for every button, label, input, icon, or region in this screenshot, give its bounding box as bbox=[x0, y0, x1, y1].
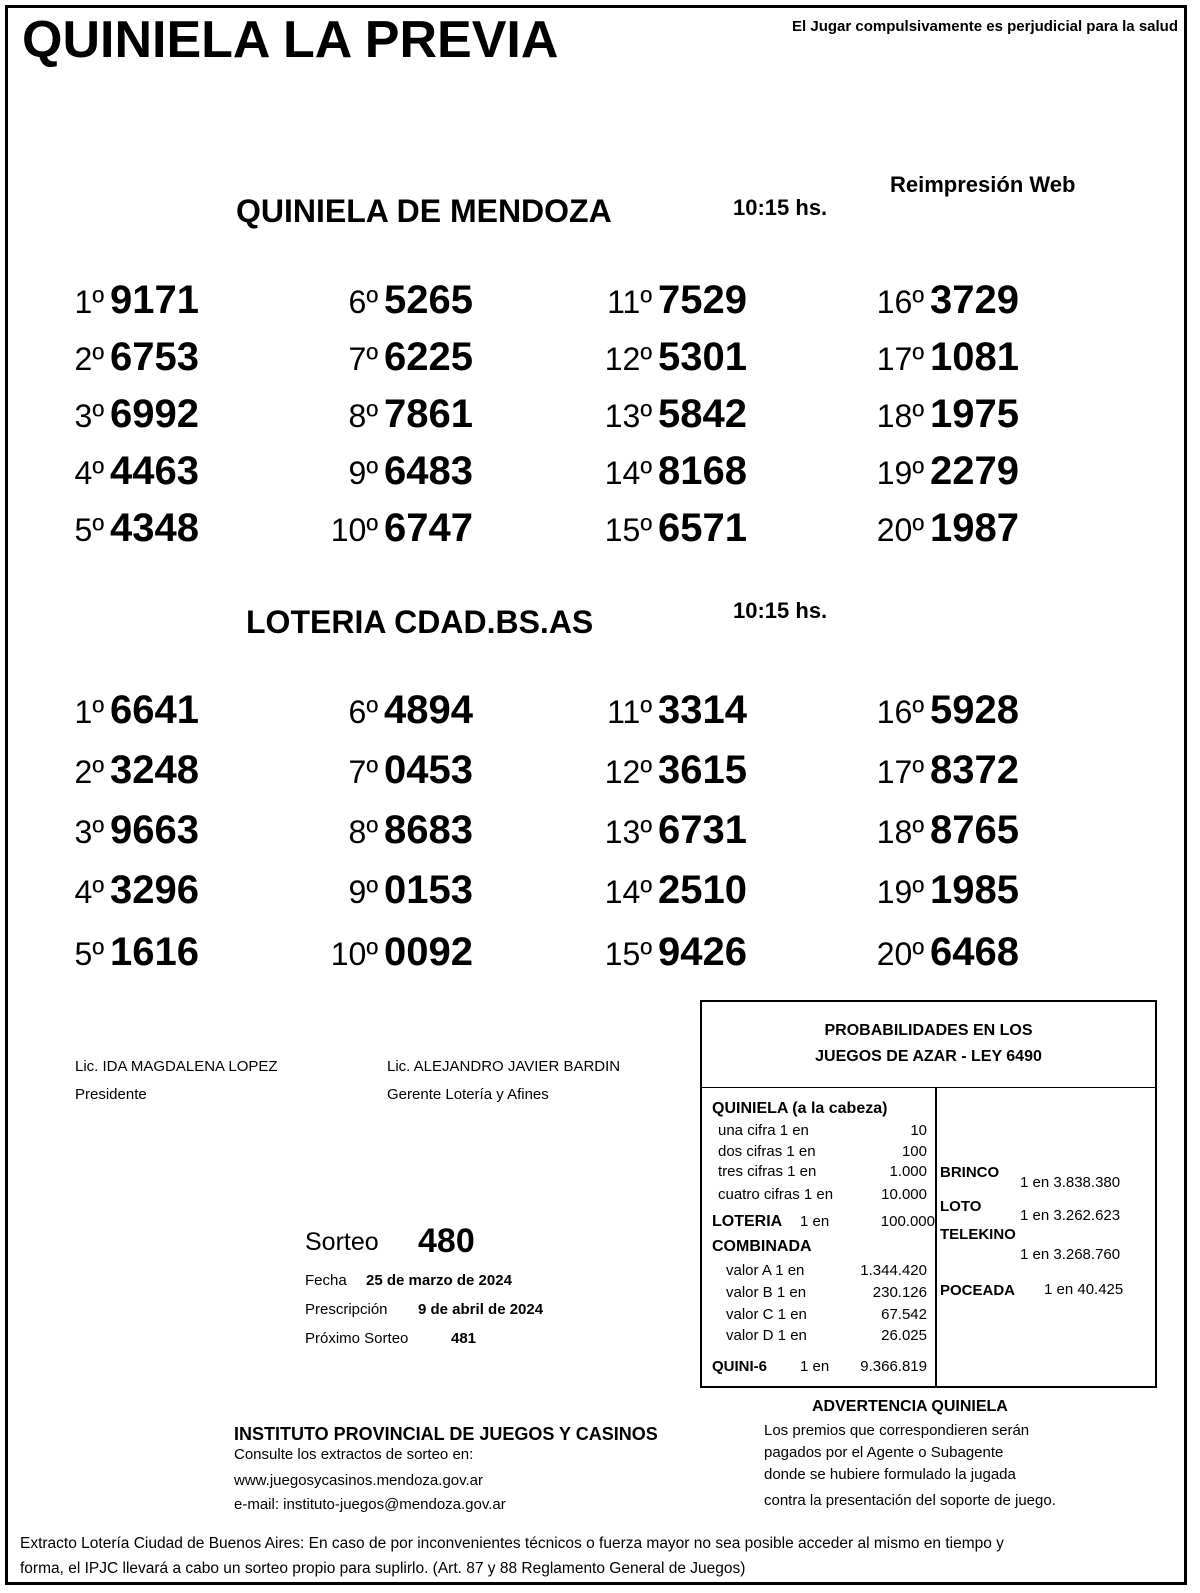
result-entry bbox=[862, 278, 1019, 323]
result-entry bbox=[862, 688, 1019, 733]
result-number: 5842 bbox=[658, 392, 747, 436]
result-number: 0453 bbox=[384, 748, 473, 792]
result-entry bbox=[590, 506, 747, 551]
prob-row-value: 10 bbox=[910, 1122, 927, 1139]
result-number: 3296 bbox=[110, 868, 199, 912]
result-number: 1975 bbox=[930, 392, 1019, 436]
result-position: 5º bbox=[74, 512, 104, 548]
loteria-prob-value: 100.000 bbox=[880, 1213, 935, 1230]
result-entry bbox=[862, 335, 1019, 380]
result-entry bbox=[590, 278, 747, 323]
result-number: 6753 bbox=[110, 335, 199, 379]
result-entry bbox=[320, 930, 473, 975]
result-number: 6992 bbox=[110, 392, 199, 436]
result-entry bbox=[320, 392, 473, 437]
result-position: 3º bbox=[74, 814, 104, 850]
prob-row-label: tres cifras 1 en bbox=[718, 1163, 817, 1180]
result-position: 12º bbox=[604, 341, 652, 377]
health-warning: El Jugar compulsivamente es perjudicial para la salud bbox=[792, 18, 1178, 35]
poceada-prob-value: 1 en 40.425 bbox=[1044, 1281, 1124, 1298]
prob-row-value: 1.344.420 bbox=[860, 1262, 927, 1279]
result-number: 7861 bbox=[384, 392, 473, 436]
result-position: 11º bbox=[607, 284, 652, 320]
result-entry bbox=[590, 930, 747, 975]
prob-row-label: dos cifras 1 en bbox=[718, 1143, 816, 1160]
proximo-label: Próximo Sorteo bbox=[305, 1330, 409, 1347]
prob-row-label: cuatro cifras 1 en bbox=[718, 1186, 834, 1203]
loto-prob-label: LOTO bbox=[940, 1198, 982, 1215]
result-entry bbox=[590, 449, 747, 494]
result-entry bbox=[320, 868, 473, 913]
result-position: 20º bbox=[876, 512, 924, 548]
result-position: 18º bbox=[876, 398, 924, 434]
result-position: 19º bbox=[876, 455, 924, 491]
result-position: 18º bbox=[876, 814, 924, 850]
result-position: 12º bbox=[604, 754, 652, 790]
quini6-prob-label: QUINI-6 bbox=[712, 1358, 768, 1375]
result-entry bbox=[590, 688, 747, 733]
result-entry bbox=[60, 392, 199, 437]
result-entry bbox=[862, 930, 1019, 975]
result-position: 9º bbox=[348, 455, 378, 491]
telekino-prob-label: TELEKINO bbox=[940, 1226, 1016, 1243]
result-entry bbox=[320, 506, 473, 551]
section-title-buenos-aires: LOTERIA CDAD.BS.AS bbox=[246, 604, 594, 640]
brinco-prob-value: 1 en 3.838.380 bbox=[1020, 1174, 1121, 1191]
result-entry bbox=[862, 868, 1019, 913]
result-position: 17º bbox=[876, 341, 924, 377]
result-position: 5º bbox=[74, 936, 104, 972]
instituto-consult-text: Consulte los extractos de sorteo en: bbox=[234, 1446, 474, 1463]
brinco-prob-label: BRINCO bbox=[940, 1164, 1000, 1181]
result-entry bbox=[60, 449, 199, 494]
result-number: 6571 bbox=[658, 506, 747, 550]
result-position: 13º bbox=[604, 814, 652, 850]
result-entry bbox=[862, 506, 1019, 551]
prob-row-label: valor C 1 en bbox=[726, 1306, 807, 1323]
result-entry bbox=[862, 748, 1019, 793]
result-number: 8765 bbox=[930, 808, 1019, 852]
result-entry bbox=[60, 278, 199, 323]
prob-row-value: 67.542 bbox=[881, 1306, 927, 1323]
result-position: 1º bbox=[74, 284, 104, 320]
signatory-role: Presidente bbox=[75, 1086, 147, 1103]
footer-note-line1: Extracto Lotería Ciudad de Buenos Aires: En caso de por inconvenientes técnicos o fuerza mayor no sea posible acceder al mismo en tiempo y bbox=[20, 1535, 1004, 1552]
fecha-value: 25 de marzo de 2024 bbox=[366, 1272, 512, 1289]
advertencia-line: contra la presentación del soporte de juego. bbox=[764, 1492, 1056, 1509]
result-number: 0153 bbox=[384, 868, 473, 912]
result-position: 8º bbox=[348, 398, 378, 434]
probabilities-header bbox=[702, 1002, 1155, 1088]
result-number: 5301 bbox=[658, 335, 747, 379]
prescripcion-label: Prescripción bbox=[305, 1301, 388, 1318]
result-number: 9426 bbox=[658, 930, 747, 974]
result-entry bbox=[590, 808, 747, 853]
signatory-role: Gerente Lotería y Afines bbox=[387, 1086, 549, 1103]
result-position: 2º bbox=[74, 341, 104, 377]
result-number: 9171 bbox=[110, 278, 199, 322]
result-position: 13º bbox=[604, 398, 652, 434]
probabilities-left-column bbox=[702, 1088, 937, 1386]
result-entry bbox=[60, 506, 199, 551]
result-entry bbox=[320, 688, 473, 733]
result-entry bbox=[590, 868, 747, 913]
result-number: 1985 bbox=[930, 868, 1019, 912]
result-entry bbox=[60, 808, 199, 853]
result-number: 5265 bbox=[384, 278, 473, 322]
result-entry bbox=[60, 335, 199, 380]
result-position: 8º bbox=[348, 814, 378, 850]
loteria-prob-text: 1 en bbox=[800, 1213, 830, 1230]
result-entry bbox=[862, 808, 1019, 853]
result-number: 2279 bbox=[930, 449, 1019, 493]
result-entry bbox=[590, 748, 747, 793]
result-entry bbox=[60, 930, 199, 975]
result-number: 6747 bbox=[384, 506, 473, 550]
signatory-name: Lic. ALEJANDRO JAVIER BARDIN bbox=[387, 1058, 621, 1075]
result-position: 11º bbox=[607, 694, 652, 730]
advertencia-line: pagados por el Agente o Subagente bbox=[764, 1444, 1004, 1461]
result-position: 19º bbox=[876, 874, 924, 910]
result-entry bbox=[320, 278, 473, 323]
result-position: 14º bbox=[604, 455, 652, 491]
result-number: 3729 bbox=[930, 278, 1019, 322]
prob-row-label: valor B 1 en bbox=[726, 1284, 807, 1301]
quini6-prob-value: 9.366.819 bbox=[860, 1358, 927, 1375]
result-number: 0092 bbox=[384, 930, 473, 974]
loto-prob-value: 1 en 3.262.623 bbox=[1020, 1207, 1121, 1224]
result-position: 4º bbox=[74, 455, 104, 491]
telekino-prob-value: 1 en 3.268.760 bbox=[1020, 1246, 1121, 1263]
prob-row-label: valor A 1 en bbox=[726, 1262, 805, 1279]
instituto-website: www.juegosycasinos.mendoza.gov.ar bbox=[234, 1472, 484, 1489]
poceada-prob-label: POCEADA bbox=[940, 1282, 1016, 1299]
result-position: 10º bbox=[330, 512, 378, 548]
probabilities-box bbox=[700, 1000, 1157, 1388]
combinada-prob-label: COMBINADA bbox=[712, 1238, 812, 1255]
result-entry bbox=[60, 868, 199, 913]
result-number: 8372 bbox=[930, 748, 1019, 792]
result-number: 2510 bbox=[658, 868, 747, 912]
result-number: 1081 bbox=[930, 335, 1019, 379]
result-position: 16º bbox=[876, 694, 924, 730]
result-position: 14º bbox=[604, 874, 652, 910]
result-number: 6731 bbox=[658, 808, 747, 852]
result-number: 1616 bbox=[110, 930, 199, 974]
prob-row-value: 100 bbox=[901, 1143, 927, 1160]
draw-time-buenos-aires: 10:15 hs. bbox=[733, 598, 828, 623]
result-number: 6225 bbox=[384, 335, 473, 379]
prob-row-label: valor D 1 en bbox=[726, 1327, 807, 1344]
result-number: 6483 bbox=[384, 449, 473, 493]
result-position: 9º bbox=[348, 874, 378, 910]
result-number: 3615 bbox=[658, 748, 747, 792]
result-number: 7529 bbox=[658, 278, 747, 322]
page-title: QUINIELA LA PREVIA bbox=[22, 11, 559, 69]
result-number: 3314 bbox=[658, 688, 747, 732]
result-number: 4894 bbox=[384, 688, 473, 732]
result-position: 6º bbox=[348, 284, 378, 320]
prob-row-value: 26.025 bbox=[881, 1327, 927, 1344]
advertencia-title: ADVERTENCIA QUINIELA bbox=[812, 1398, 1008, 1415]
result-position: 3º bbox=[74, 398, 104, 434]
footer-note-line2: forma, el IPJC llevará a cabo un sorteo propio para suplirlo. (Art. 87 y 88 Reglamento General de Juegos) bbox=[20, 1560, 746, 1577]
result-number: 9663 bbox=[110, 808, 199, 852]
result-entry bbox=[590, 392, 747, 437]
result-entry bbox=[320, 748, 473, 793]
result-position: 6º bbox=[348, 694, 378, 730]
result-position: 17º bbox=[876, 754, 924, 790]
quini6-prob-text: 1 en bbox=[800, 1358, 830, 1375]
result-entry bbox=[320, 808, 473, 853]
sorteo-label: Sorteo bbox=[305, 1228, 379, 1256]
prob-row-value: 10.000 bbox=[881, 1186, 927, 1203]
result-position: 15º bbox=[604, 512, 652, 548]
instituto-name: INSTITUTO PROVINCIAL DE JUEGOS Y CASINOS bbox=[234, 1424, 658, 1444]
prob-row-value: 1.000 bbox=[889, 1163, 927, 1180]
signatory-name: Lic. IDA MAGDALENA LOPEZ bbox=[75, 1058, 278, 1075]
result-number: 6641 bbox=[110, 688, 199, 732]
instituto-email: e-mail: instituto-juegos@mendoza.gov.ar bbox=[234, 1496, 506, 1513]
prob-row-label: una cifra 1 en bbox=[718, 1122, 809, 1139]
section-title-mendoza: QUINIELA DE MENDOZA bbox=[236, 193, 612, 229]
advertencia-line: Los premios que correspondieren serán bbox=[764, 1422, 1030, 1439]
result-entry bbox=[590, 335, 747, 380]
reprint-label: Reimpresión Web bbox=[890, 172, 1076, 197]
draw-time-mendoza: 10:15 hs. bbox=[733, 195, 828, 220]
advertencia-line: donde se hubiere formulado la jugada bbox=[764, 1466, 1016, 1483]
probabilities-title-line2: JUEGOS DE AZAR - LEY 6490 bbox=[815, 1048, 1042, 1065]
result-position: 15º bbox=[604, 936, 652, 972]
probabilities-title-line1: PROBABILIDADES EN LOS bbox=[824, 1022, 1033, 1039]
prescripcion-value: 9 de abril de 2024 bbox=[418, 1301, 544, 1318]
result-number: 3248 bbox=[110, 748, 199, 792]
sorteo-number: 480 bbox=[418, 1222, 475, 1260]
prob-row-value: 230.126 bbox=[872, 1284, 927, 1301]
result-position: 10º bbox=[330, 936, 378, 972]
result-number: 8683 bbox=[384, 808, 473, 852]
result-position: 7º bbox=[348, 341, 378, 377]
result-number: 8168 bbox=[658, 449, 747, 493]
result-number: 4463 bbox=[110, 449, 199, 493]
result-position: 20º bbox=[876, 936, 924, 972]
result-entry bbox=[862, 392, 1019, 437]
result-position: 4º bbox=[74, 874, 104, 910]
result-position: 1º bbox=[74, 694, 104, 730]
result-entry bbox=[320, 449, 473, 494]
result-entry bbox=[320, 335, 473, 380]
result-position: 16º bbox=[876, 284, 924, 320]
result-entry bbox=[60, 748, 199, 793]
loteria-prob-label: LOTERIA bbox=[712, 1213, 783, 1230]
result-entry bbox=[862, 449, 1019, 494]
result-number: 5928 bbox=[930, 688, 1019, 732]
result-number: 6468 bbox=[930, 930, 1019, 974]
result-position: 7º bbox=[348, 754, 378, 790]
result-number: 1987 bbox=[930, 506, 1019, 550]
result-entry bbox=[60, 688, 199, 733]
quiniela-prob-label: QUINIELA (a la cabeza) bbox=[712, 1100, 888, 1117]
result-number: 4348 bbox=[110, 506, 199, 550]
fecha-label: Fecha bbox=[305, 1272, 347, 1289]
proximo-value: 481 bbox=[451, 1330, 477, 1347]
result-position: 2º bbox=[74, 754, 104, 790]
